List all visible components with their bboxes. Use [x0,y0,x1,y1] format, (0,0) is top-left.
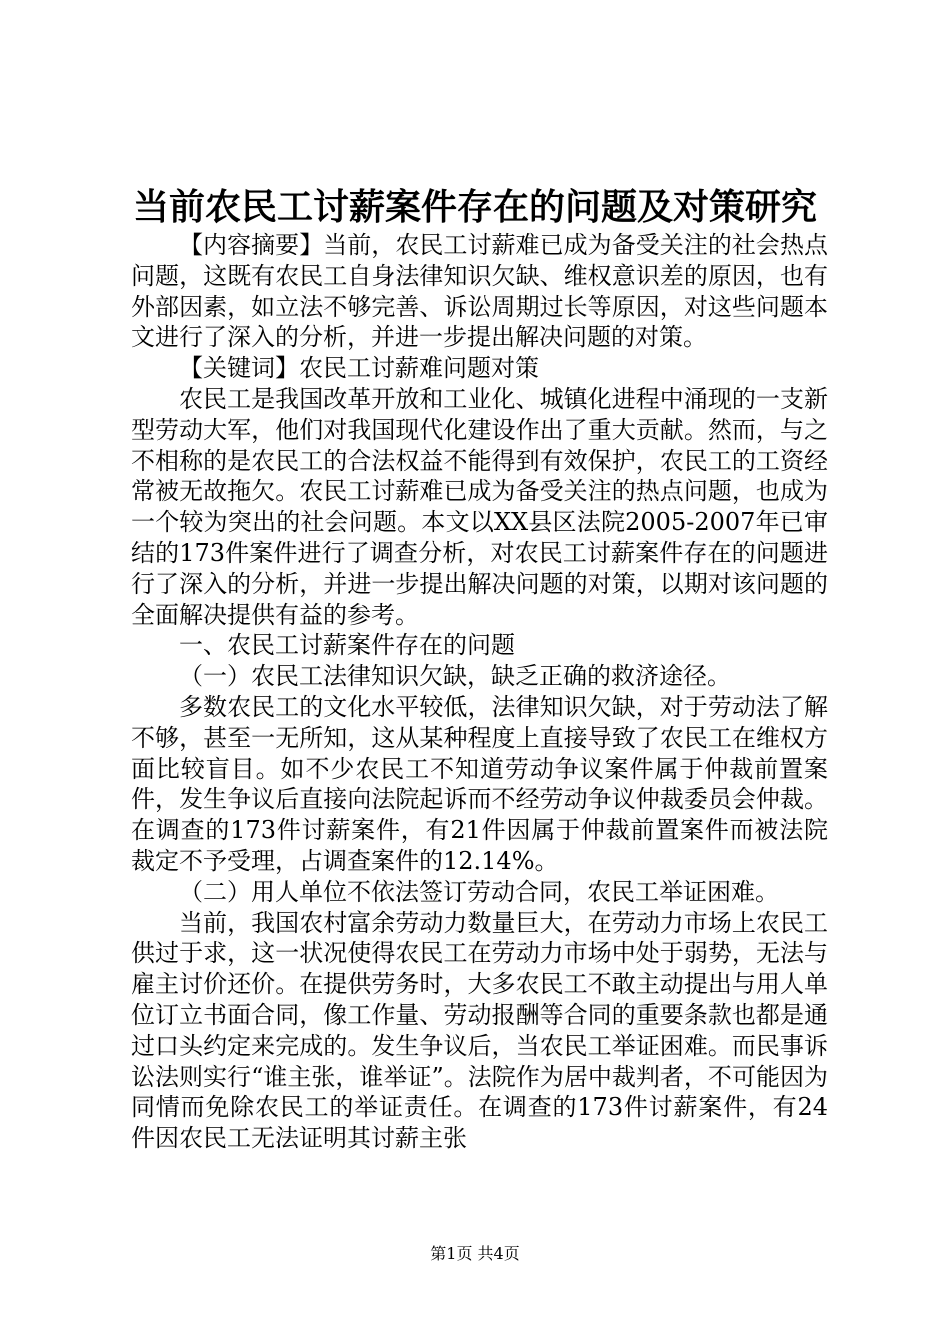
page-footer: 第1页 共4页 [430,1244,520,1263]
body-paragraph-2: 当前，我国农村富余劳动力数量巨大，在劳动力市场上农民工供过于求，这一状况使得农民工在劳动力市场中处于弱势，无法与雇主讨价还价。在提供劳务时，大多农民工不敢主动提出与用人单位订立书面合同，像工作量、劳动报酬等合同的重要条款也都是通过口头约定来完成的。发生争议后，当农民工举证困难。而民事诉讼法则实行“谁主张，谁举证”。法院作为居中裁判者，不可能因为同情而免除农民工的举证责任。在调查的173件讨薪案件，有24件因农民工无法证明其讨薪主张 [131,908,828,1153]
section-heading: 一、农民工讨薪案件存在的问题 [179,631,515,660]
document-title: 当前农民工讨薪案件存在的问题及对策研究 [132,186,817,228]
document-body [131,230,828,1154]
body-paragraph-1: 多数农民工的文化水平较低，法律知识欠缺，对于劳动法了解不够，甚至一无所知，这从某种程度上直接导致了农民工在维权方面比较盲目。如不少农民工不知道劳动争议案件属于仲裁前置案件，发生争议后直接向法院起诉而不经劳动争议仲裁委员会仲裁。在调查的173件讨薪案件，有21件因属于仲裁前置案件而被法院裁定不予受理，占调查案件的12.14%。 [131,692,828,875]
abstract-paragraph: 【内容摘要】当前，农民工讨薪难已成为备受关注的社会热点问题，这既有农民工自身法律知识欠缺、维权意识差的原因，也有外部因素，如立法不够完善、诉讼周期过长等原因，对这些问题本文进行了深入的分析，并进一步提出解决问题的对策。 [131,231,828,352]
subsection-heading-2: （二）用人单位不依法签订劳动合同，农民工举证困难。 [179,877,779,906]
keywords-paragraph: 【关键词】农民工讨薪难问题对策 [179,354,539,383]
intro-paragraph: 农民工是我国改革开放和工业化、城镇化进程中涌现的一支新型劳动大军，他们对我国现代化建设作出了重大贡献。然而，与之不相称的是农民工的合法权益不能得到有效保护，农民工的工资经常被无故拖欠。农民工讨薪难已成为备受关注的热点问题，也成为一个较为突出的社会问题。本文以XX县区法院2005-2007年已审结的173件案件进行了调查分析，对农民工讨薪案件存在的问题进行了深入的分析，并进一步提出解决问题的对策，以期对该问题的全面解决提供有益的参考。 [131,384,828,629]
subsection-heading-1: （一）农民工法律知识欠缺，缺乏正确的救济途径。 [179,662,731,691]
